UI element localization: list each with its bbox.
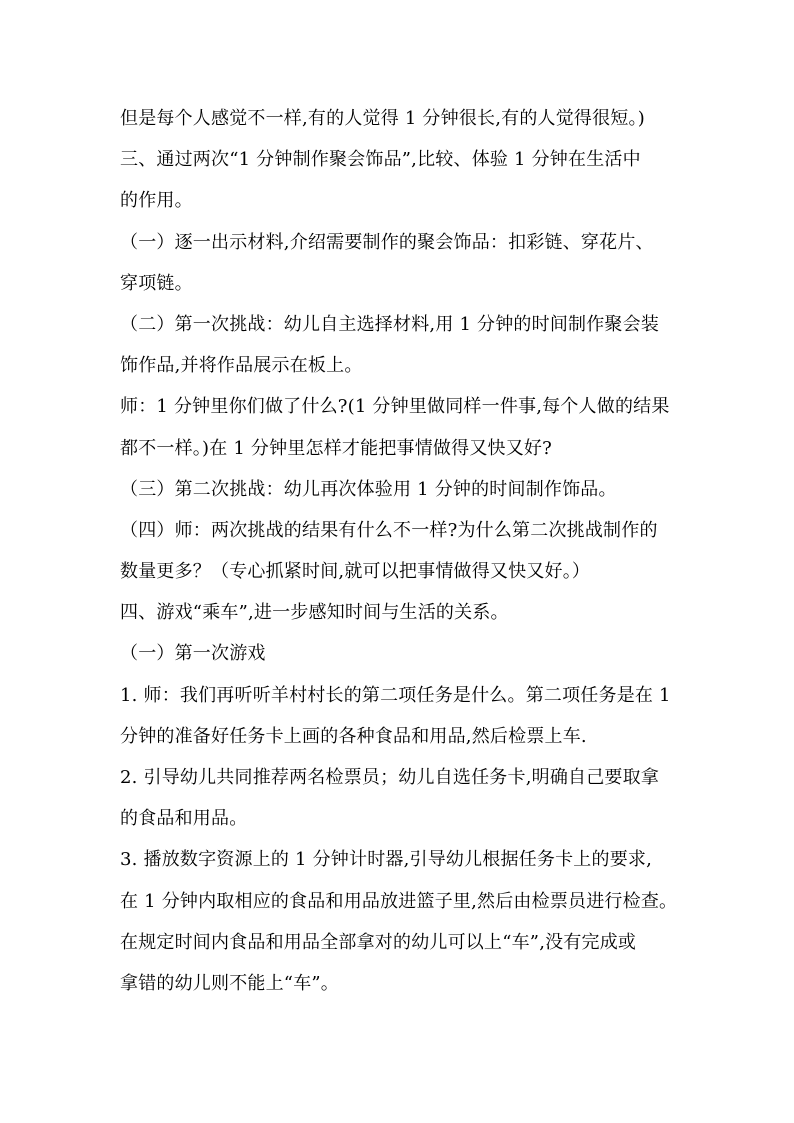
text-line: 拿错的幼儿则不能上“车”。 [120,972,340,994]
text-line: 但是每个人感觉不一样,有的人觉得 1 分钟很长,有的人觉得很短。) [120,108,645,129]
text-line: 穿项链。 [120,272,193,294]
text-line: （一）逐一出示材料,介绍需要制作的聚会饰品：扣彩链、穿花片、 [120,231,654,253]
text-line: 饰作品,并将作品展示在板上。 [120,355,363,377]
section-heading: 三、通过两次“1 分钟制作聚会饰品”,比较、体验 1 分钟在生活中 [120,149,641,171]
text-line: 数量更多？（专心抓紧时间,就可以把事情做得又快又好。） [120,561,591,583]
text-line: （二）第一次挑战：幼儿自主选择材料,用 1 分钟的时间制作聚会装 [120,313,660,335]
text-line: 3. 播放数字资源上的 1 分钟计时器,引导幼儿根据任务卡上的要求, [120,849,653,871]
text-line: 在 1 分钟内取相应的食品和用品放进篮子里,然后由检票员进行检查。 [120,890,678,912]
text-line: （三）第二次挑战：幼儿再次体验用 1 分钟的时间制作饰品。 [120,478,617,500]
text-line: （一）第一次游戏 [120,643,266,665]
text-line: 都不一样。)在 1 分钟里怎样才能把事情做得又快又好? [120,437,552,459]
text-line: 师：1 分钟里你们做了什么?(1 分钟里做同样一件事,每个人做的结果 [120,396,670,418]
text-line: 分钟的准备好任务卡上画的各种食品和用品,然后检票上车. [120,725,587,747]
text-line: 2. 引导幼儿共同推荐两名检票员；幼儿自选任务卡,明确自己要取拿 [120,767,660,788]
text-line: 的食品和用品。 [120,808,248,830]
text-line: 的作用。 [120,190,193,212]
text-line: （四）师：两次挑战的结果有什么不一样?为什么第二次挑战制作的 [120,519,658,541]
text-line: 1. 师：我们再听听羊村村长的第二项任务是什么。第二项任务是在 1 [120,684,671,706]
section-heading: 四、游戏“乘车”,进一步感知时间与生活的关系。 [120,602,509,624]
text-line: 在规定时间内食品和用品全部拿对的幼儿可以上“车”,没有完成或 [120,931,637,953]
document-body [120,98,690,1004]
